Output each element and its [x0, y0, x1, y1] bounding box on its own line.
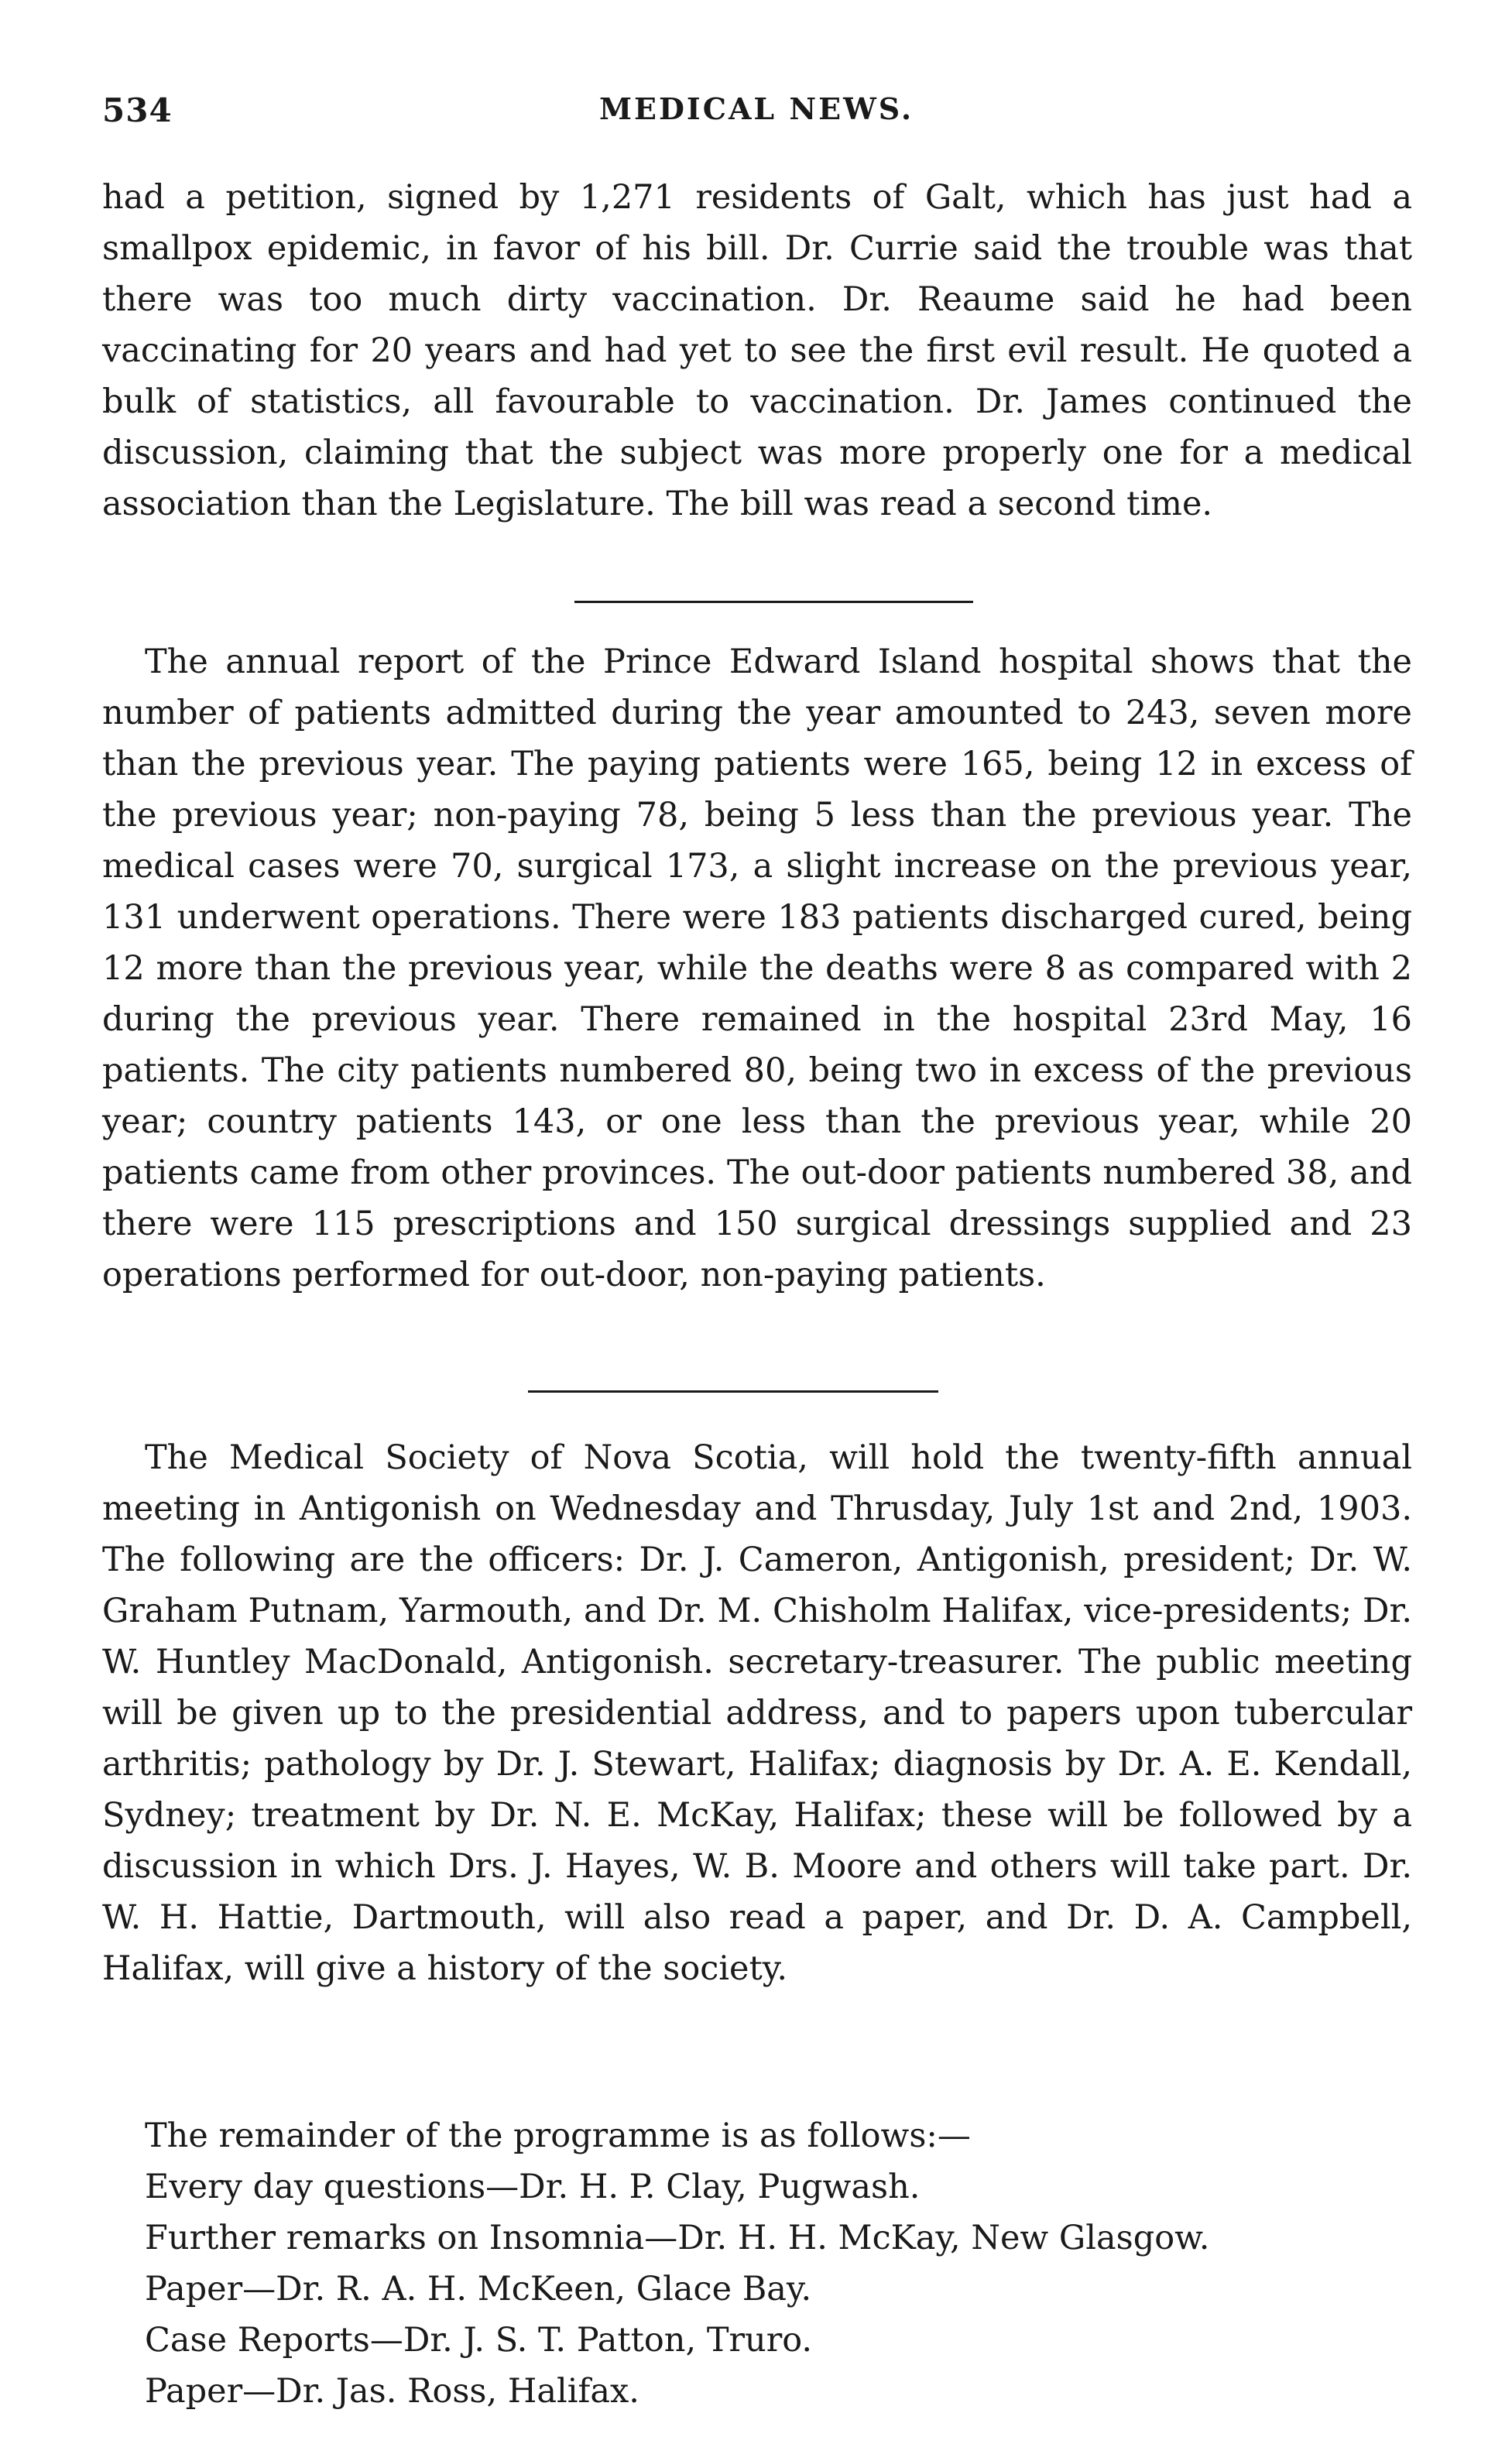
programme-item: Every day questions—Dr. H. P. Clay, Pugwash.	[145, 2168, 921, 2206]
programme-list	[145, 2110, 1414, 2417]
paragraph-vaccination-bill: had a petition, signed by 1,271 residents of Galt, which has just had a smallpox epidemic, in favor of his bill. Dr. Currie said the trouble was that there was too much dirty vaccination. Dr. Reaume said he had been vaccinating for 20 years and had yet to see the first evil result. He quoted a bulk of statistics, all favourable to vaccination. Dr. James continued the discussion, claiming that the subject was more properly one for a medical association than the Legislature. The bill was read a second time.	[102, 178, 1412, 523]
paragraph-pei-hospital-report: The annual report of the Prince Edward Island hospital shows that the number of patients admitted during the year amounted to 243, seven more than the previous year. The paying patients were 165, being 12 in excess of the previous year; non-paying 78, being 5 less than the previous year. The medical cases were 70, surgical 173, a slight increase on the previous year, 131 underwent operations. There were 183 patients discharged cured, being 12 more than the previous year, while the deaths were 8 as compared with 2 during the previous year. There remained in the hospital 23rd May, 16 patients. The city patients numbered 80, being two in excess of the previous year; country patients 143, or one less than the previous year, while 20 patients came from other provinces. The out-door patients numbered 38, and there were 115 prescriptions and 150 surgical dressings supplied and 23 operations performed for out-door, non-paying patients.	[102, 643, 1412, 1294]
page-number: 534	[102, 91, 173, 129]
programme-item: Further remarks on Insomnia—Dr. H. H. McKay, New Glasgow.	[145, 2219, 1210, 2257]
programme-item: Case Reports—Dr. J. S. T. Patton, Truro.	[145, 2321, 813, 2360]
page-header	[102, 91, 1411, 138]
paragraph-nova-scotia-society: The Medical Society of Nova Scotia, will hold the twenty-fifth annual meeting in Antigonish on Wednesday and Thrusday, July 1st and 2nd, 1903. The following are the officers: Dr. J. Cameron, Antigonish, president; Dr. W. Graham Putnam, Yarmouth, and Dr. M. Chisholm Halifax, vice-presidents; Dr. W. Huntley MacDonald, Antigonish. secretary-treasurer. The public meeting will be given up to the presidential address, and to papers upon tubercular arthritis; pathology by Dr. J. Stewart, Halifax; diagnosis by Dr. A. E. Kendall, Sydney; treatment by Dr. N. E. McKay, Halifax; these will be followed by a discussion in which Drs. J. Hayes, W. B. Moore and others will take part. Dr. W. H. Hattie, Dartmouth, will also read a paper, and Dr. D. A. Campbell, Halifax, will give a history of the society.	[102, 1438, 1412, 1988]
section-divider	[574, 601, 973, 603]
programme-intro: The remainder of the programme is as follows:—	[145, 2117, 971, 2155]
programme-item: Paper—Dr. R. A. H. McKeen, Glace Bay.	[145, 2270, 812, 2308]
programme-item: Paper—Dr. Jas. Ross, Halifax.	[145, 2372, 639, 2411]
section-divider	[528, 1390, 938, 1393]
running-head: MEDICAL NEWS.	[598, 91, 914, 126]
